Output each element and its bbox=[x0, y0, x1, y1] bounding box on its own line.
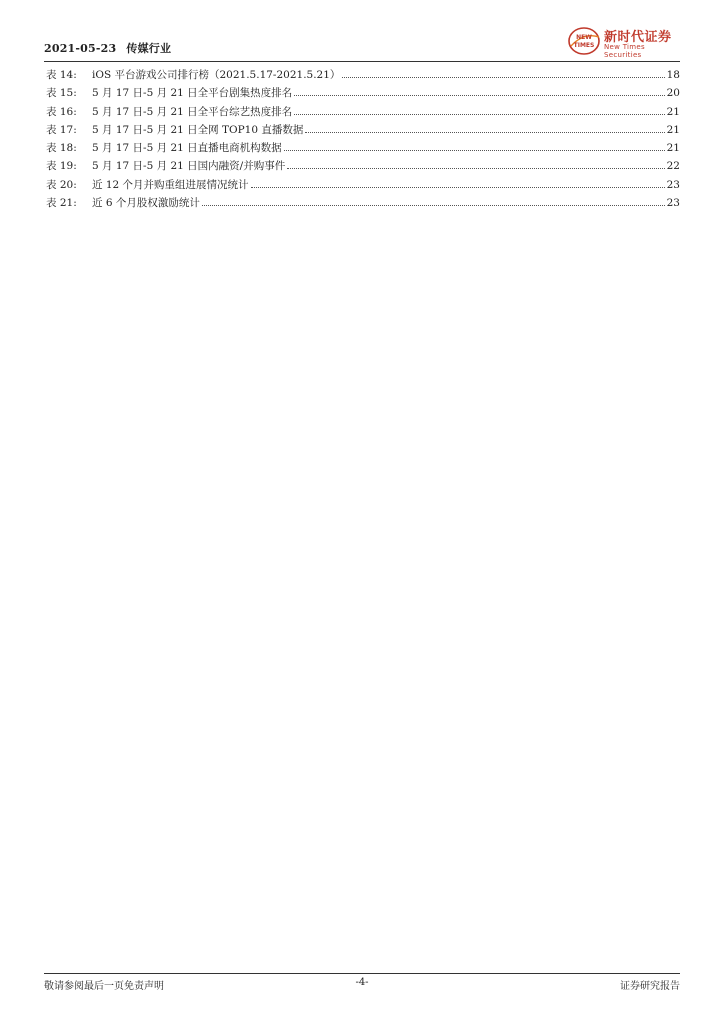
toc-entry-label: 表 14: bbox=[46, 69, 77, 81]
toc-entry-page: 21 bbox=[666, 142, 680, 155]
toc-entry-title: 5 月 17 日-5 月 21 日全网 TOP10 直播数据 bbox=[92, 123, 304, 136]
toc-entry-title: 5 月 17 日-5 月 21 日直播电商机构数据 bbox=[92, 142, 282, 155]
toc-entry-label: 表 19: bbox=[46, 160, 77, 173]
toc-entry-label: 表 15: bbox=[46, 87, 77, 100]
toc-entry-title: 5 月 17 日-5 月 21 日全平台综艺热度排名 bbox=[92, 105, 293, 118]
toc-leader-dots bbox=[342, 77, 664, 78]
toc-leader-dots bbox=[287, 168, 664, 169]
toc-entry-title: iOS 平台游戏公司排行榜（2021.5.17-2021.5.21） bbox=[92, 69, 341, 81]
toc-leader-dots bbox=[202, 205, 665, 206]
toc-leader-dots bbox=[284, 150, 665, 151]
logo-name-en: New Times Securities bbox=[604, 43, 645, 59]
toc-entry[interactable] bbox=[46, 158, 680, 176]
toc-entry[interactable] bbox=[46, 85, 680, 103]
toc-leader-dots bbox=[251, 187, 665, 188]
footer-report-type: 证券研究报告 bbox=[620, 981, 680, 992]
logo-name-cn: 新时代证券 bbox=[604, 30, 672, 45]
toc-leader-dots bbox=[305, 132, 664, 133]
toc-entry[interactable] bbox=[46, 67, 680, 85]
toc-leader-dots bbox=[294, 95, 664, 96]
toc-entry-label: 表 20: bbox=[46, 178, 77, 191]
header-text bbox=[44, 40, 171, 56]
svg-text:TIMES: TIMES bbox=[573, 42, 595, 49]
toc-entry-title: 5 月 17 日-5 月 21 日全平台剧集热度排名 bbox=[92, 87, 293, 100]
page-number: -4- bbox=[355, 977, 369, 988]
toc-entry[interactable] bbox=[46, 140, 680, 158]
toc-entry-page: 22 bbox=[666, 160, 680, 173]
toc-entry-page: 21 bbox=[666, 105, 680, 118]
toc-entry[interactable] bbox=[46, 122, 680, 140]
toc-entry-page: 20 bbox=[666, 87, 680, 100]
logo-emblem-icon bbox=[568, 26, 602, 56]
toc-entry-label: 表 16: bbox=[46, 105, 77, 118]
toc-entry-title: 5 月 17 日-5 月 21 日国内融资/并购事件 bbox=[92, 160, 286, 173]
toc-entry-title: 近 6 个月股权激励统计 bbox=[92, 197, 200, 210]
toc-entry[interactable] bbox=[46, 104, 680, 122]
header-industry: 传媒行业 bbox=[126, 42, 172, 55]
toc-entry-page: 23 bbox=[666, 178, 680, 191]
toc-entry[interactable] bbox=[46, 177, 680, 195]
toc-entry-page: 18 bbox=[666, 69, 680, 81]
toc-entry-label: 表 18: bbox=[46, 142, 77, 155]
table-of-contents bbox=[46, 67, 680, 213]
page-header bbox=[44, 30, 680, 59]
toc-entry-title: 近 12 个月并购重组进展情况统计 bbox=[92, 178, 249, 191]
company-logo bbox=[568, 26, 680, 59]
page-footer bbox=[44, 977, 680, 993]
footer-rule bbox=[44, 973, 680, 974]
toc-leader-dots bbox=[294, 114, 664, 115]
toc-entry[interactable] bbox=[46, 195, 680, 213]
toc-entry-label: 表 21: bbox=[46, 197, 77, 210]
header-date: 2021-05-23 bbox=[44, 42, 117, 55]
header-rule bbox=[44, 61, 680, 62]
footer-disclaimer: 敬请参阅最后一页免责声明 bbox=[44, 981, 164, 992]
toc-entry-page: 21 bbox=[666, 123, 680, 136]
toc-entry-page: 23 bbox=[666, 197, 680, 210]
svg-text:NEW: NEW bbox=[576, 34, 592, 41]
toc-entry-label: 表 17: bbox=[46, 123, 77, 136]
